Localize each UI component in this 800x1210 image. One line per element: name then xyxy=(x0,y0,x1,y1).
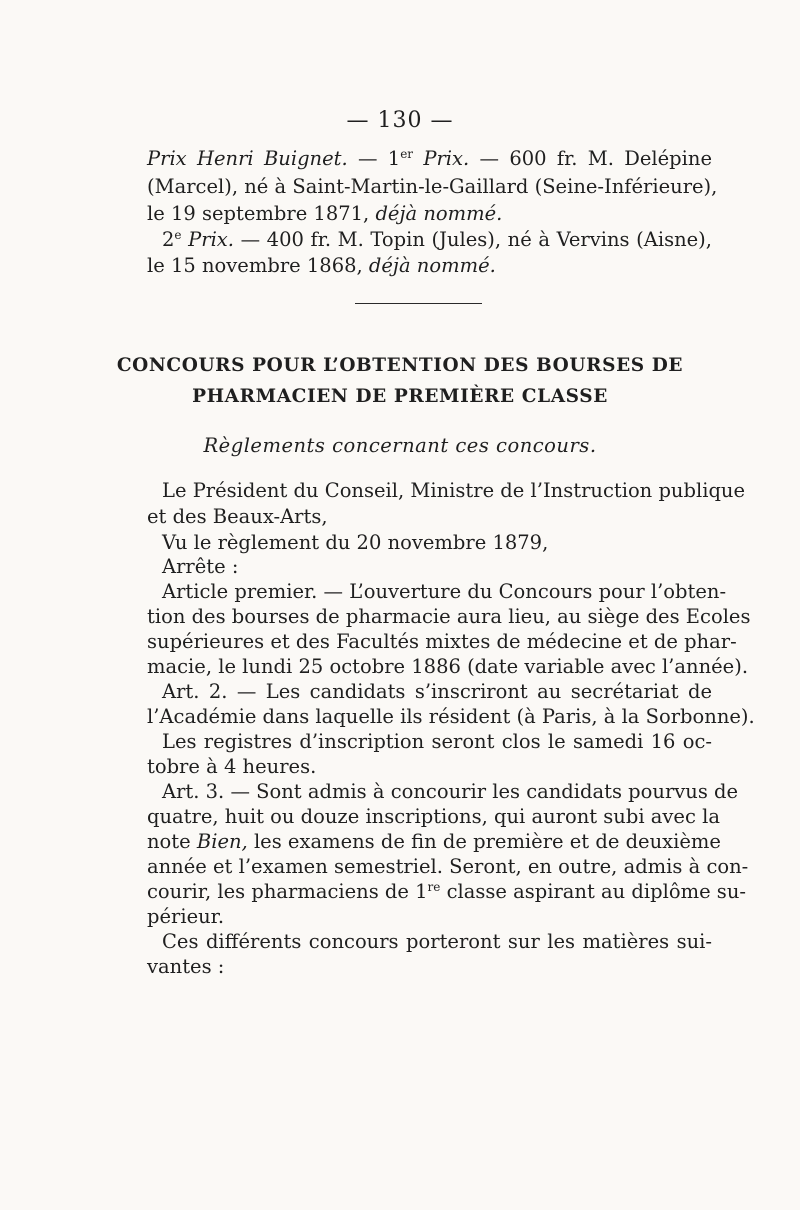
paragraph-line: Ces différents concours porteront sur les matières sui- xyxy=(162,930,712,953)
article-1-line: Article premier. — L’ouverture du Concours pour l’obten- xyxy=(162,580,727,603)
section-subtitle: Règlements concernant ces concours. xyxy=(203,434,597,457)
section-heading-line-1: CONCOURS POUR L’OBTENTION DES BOURSES DE xyxy=(116,355,684,376)
prize-line-3 xyxy=(147,202,712,226)
text-span: le 19 septembre 1871, xyxy=(147,202,376,225)
text-span: 2 xyxy=(162,228,175,251)
article-3-line xyxy=(147,880,746,904)
paragraph-line: Le Président du Conseil, Ministre de l’Instruction publique xyxy=(162,479,746,502)
text-italic: déjà nommé. xyxy=(368,254,496,277)
article-3-line: périeur. xyxy=(147,905,225,928)
page-number: — 130 — xyxy=(346,108,454,133)
prize-line-4 xyxy=(162,228,712,252)
article-3-line: quatre, huit ou douze inscriptions, qui auront subi avec la xyxy=(147,805,720,828)
text-span: — 400 fr. M. Topin (Jules), né à Vervins (Aisne), xyxy=(234,228,712,251)
text-span: le 15 novembre 1868, xyxy=(147,254,369,277)
prize-line-1 xyxy=(147,147,712,171)
prize-name: Prix Henri Buignet. xyxy=(147,147,348,170)
paragraph-line: et des Beaux-Arts, xyxy=(147,505,328,528)
text-span: classe aspirant au diplôme su- xyxy=(440,880,746,903)
prize-line-2: (Marcel), né à Saint-Martin-le-Gaillard (Seine-Inférieure), xyxy=(147,175,718,198)
article-3-line: année et l’examen semestriel. Seront, en outre, admis à con- xyxy=(147,855,749,878)
article-1-line: tion des bourses de pharmacie aura lieu, au siège des Ecoles xyxy=(147,605,751,628)
superscript: re xyxy=(427,880,441,894)
prize-amount: — 600 fr. M. Delépine xyxy=(469,147,712,170)
article-1-line: supérieures et des Facultés mixtes de médecine et de phar- xyxy=(147,630,737,653)
paragraph-line: Vu le règlement du 20 novembre 1879, xyxy=(162,531,549,554)
article-2-line: Art. 2. — Les candidats s’inscriront au secrétariat de xyxy=(162,680,712,703)
prize-rank: Prix. xyxy=(413,147,470,170)
article-2-line: tobre à 4 heures. xyxy=(147,755,317,778)
section-divider xyxy=(355,303,482,304)
prize-rank: Prix. xyxy=(181,228,234,251)
text-italic: déjà nommé. xyxy=(375,202,503,225)
superscript: er xyxy=(400,147,414,161)
article-2-line: l’Académie dans laquelle ils résident (à Paris, à la Sorbonne). xyxy=(147,705,755,728)
text-span: note xyxy=(147,830,197,853)
section-heading-line-2: PHARMACIEN DE PREMIÈRE CLASSE xyxy=(192,386,608,407)
paragraph-line: vantes : xyxy=(147,955,225,978)
text-italic: Bien, xyxy=(196,830,248,853)
article-3-line xyxy=(147,830,721,854)
paragraph-line: Arrête : xyxy=(162,555,239,578)
article-3-line: Art. 3. — Sont admis à concourir les candidats pourvus de xyxy=(162,780,739,803)
text-span: courir, les pharmaciens de 1 xyxy=(147,880,428,903)
prize-dash: — 1 xyxy=(347,147,401,170)
article-2-line: Les registres d’inscription seront clos le samedi 16 oc- xyxy=(162,730,712,753)
prize-line-5 xyxy=(147,254,712,278)
text-span: les examens de fin de première et de deuxième xyxy=(247,830,721,853)
article-1-line: macie, le lundi 25 octobre 1886 (date variable avec l’année). xyxy=(147,655,749,678)
superscript: e xyxy=(174,228,182,242)
